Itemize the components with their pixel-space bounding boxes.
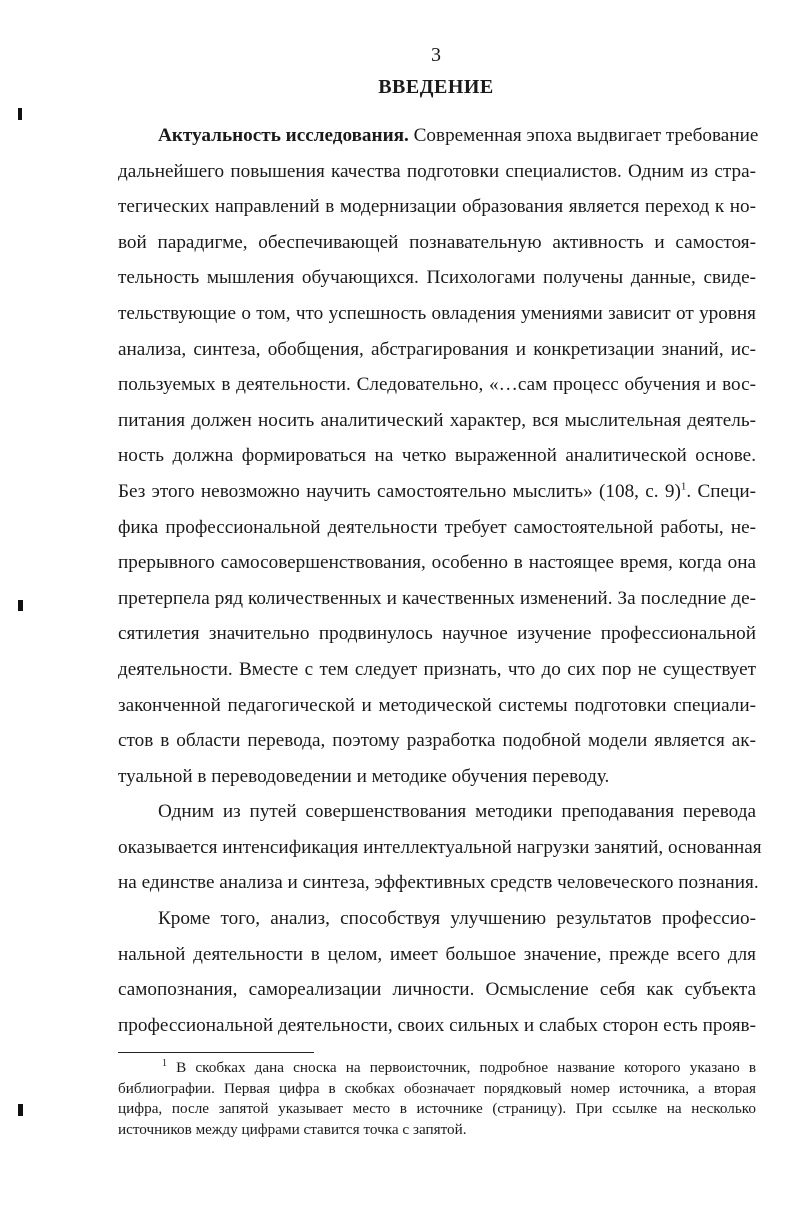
footnote-line: библиографии. Первая цифра в скобках обозначает порядковый номер источника, а вторая bbox=[118, 1079, 756, 1097]
body-text bbox=[118, 118, 762, 1043]
paragraph-line: тельность мышления обучающихся. Психологами получены данные, свиде- bbox=[118, 267, 756, 289]
paragraph-line: анализа, синтеза, обобщения, абстрагирования и конкретизации знаний, ис- bbox=[118, 338, 756, 360]
paragraph-line: фика профессиональной деятельности требует самостоятельной работы, не- bbox=[118, 516, 756, 538]
paragraph-line: сятилетия значительно продвинулось научное изучение профессиональной bbox=[118, 623, 756, 645]
footnote-mark: 1 bbox=[162, 1057, 167, 1069]
footnote-divider bbox=[118, 1052, 314, 1053]
paragraph-line: профессиональной деятельности, своих сильных и слабых сторон есть прояв- bbox=[118, 1014, 756, 1036]
footnote bbox=[118, 1058, 756, 1140]
page-title: ВВЕДЕНИЕ bbox=[378, 76, 494, 98]
paragraph-line: на единстве анализа и синтеза, эффективных средств человеческого познания. bbox=[118, 872, 759, 894]
paragraph-line: Без этого невозможно научить самостоятельно мыслить» (108, с. 9)$^1$. Специ- bbox=[118, 480, 756, 502]
paragraph-line: стов в области перевода, поэтому разработка подобной модели является ак- bbox=[118, 730, 756, 752]
paragraph-line: вой парадигме, обеспечивающей познавательную активность и самостоя- bbox=[118, 231, 756, 253]
paragraph-line: законченной педагогической и методической системы подготовки специали- bbox=[118, 694, 756, 716]
footnote-line: $^1$ В скобках дана сноска на первоисточник, подробное название которого указано в bbox=[162, 1057, 756, 1076]
paragraph-line: Одним из путей совершенствования методики преподавания перевода bbox=[158, 801, 756, 823]
paragraph-line: питания должен носить аналитический характер, вся мыслительная деятель- bbox=[118, 409, 756, 431]
footnote-reference[interactable]: 1 bbox=[680, 480, 687, 493]
paragraph-line: Актуальность исследования. Современная эпоха выдвигает требование bbox=[158, 125, 759, 146]
footnote-line: источников между цифрами ставится точка с запятой. bbox=[118, 1120, 467, 1138]
paragraph-line: деятельности. Вместе с тем следует признать, что до сих пор не существует bbox=[118, 658, 756, 680]
paragraph-line: пользуемых в деятельности. Следовательно, «…сам процесс обучения и вос- bbox=[118, 374, 756, 396]
paragraph-line: туальной в переводоведении и методике обучения переводу. bbox=[118, 765, 610, 787]
footnote-line: цифра, после запятой указывает место в источнике (страницу). При ссылке на несколько bbox=[118, 1100, 756, 1118]
paragraph-line: нальной деятельности в целом, имеет большое значение, прежде всего для bbox=[118, 943, 756, 965]
section-lead: Актуальность исследования. bbox=[158, 125, 409, 146]
page-number: 3 bbox=[431, 44, 441, 66]
paragraph-line: претерпела ряд количественных и качественных изменений. За последние де- bbox=[118, 587, 756, 609]
paragraph-line: тегических направлений в модернизации образования является переход к но- bbox=[118, 196, 756, 218]
paragraph-line: дальнейшего повышения качества подготовки специалистов. Одним из стра- bbox=[118, 160, 756, 182]
scan-margin-mark bbox=[18, 600, 23, 611]
paragraph-line: прерывного самосовершенствования, особенно в настоящее время, когда она bbox=[118, 552, 756, 574]
paragraph-line: самопознания, самореализации личности. Осмысление себя как субъекта bbox=[118, 979, 756, 1001]
paragraph-line: тельствующие о том, что успешность овладения умениями зависит от уровня bbox=[118, 302, 756, 324]
paragraph-line: ность должна формироваться на четко выраженной аналитической основе. bbox=[118, 445, 756, 467]
paragraph-line: Кроме того, анализ, способствуя улучшению результатов профессио- bbox=[158, 908, 756, 930]
scan-margin-mark bbox=[18, 108, 22, 120]
scan-margin-mark bbox=[18, 1104, 23, 1116]
paragraph-line: оказывается интенсификация интеллектуальной нагрузки занятий, основанная bbox=[118, 836, 762, 858]
